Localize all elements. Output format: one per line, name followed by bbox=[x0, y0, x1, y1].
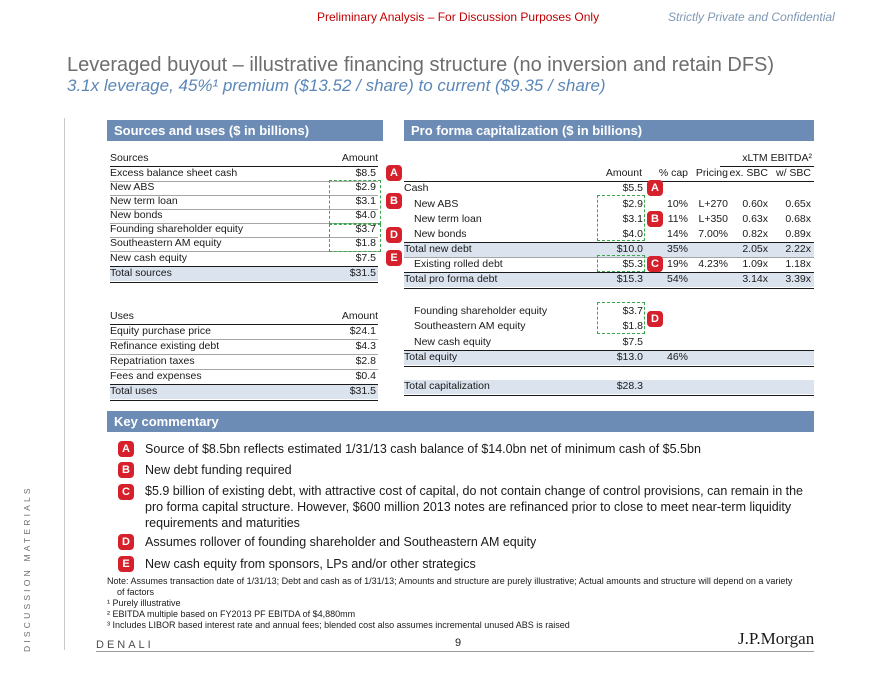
commentary-item-b: New debt funding required bbox=[145, 463, 292, 477]
proforma-column-header-row bbox=[404, 167, 814, 181]
table-row: New cash equity $7.5 bbox=[110, 252, 376, 264]
footnote-2: ² EBITDA multiple based on FY2013 PF EBITDA of $4,880mm bbox=[107, 609, 356, 619]
proforma-heading: Pro forma capitalization ($ in billions) bbox=[404, 120, 814, 141]
commentary-badge-c: C bbox=[118, 484, 134, 500]
confidentiality-banner-left: Preliminary Analysis – For Discussion Purposes Only bbox=[317, 10, 600, 24]
footnote-3: ³ Includes LIBOR based interest rate and annual fees; blended cost also assumes incremental unused ABS is raised bbox=[107, 620, 570, 630]
total-sources-row: Total sources $31.5 bbox=[110, 267, 376, 279]
badge-b-sources: B bbox=[386, 193, 402, 209]
page-subtitle: 3.1x leverage, 45%¹ premium ($13.52 / share) to current ($9.35 / share) bbox=[67, 76, 606, 95]
table-row: New term loan $3.1 bbox=[110, 195, 376, 207]
table-row: Southeastern AM equity $1.8 bbox=[110, 237, 376, 249]
commentary-badge-a: A bbox=[118, 441, 134, 457]
total-bottom-rule bbox=[110, 282, 378, 283]
total-new-debt-row: Total new debt $10.0 35% 2.05x 2.22x bbox=[404, 243, 811, 255]
ebitda-group-header: xLTM EBITDA² bbox=[742, 152, 812, 164]
badge-d-sources: D bbox=[386, 227, 402, 243]
badge-a-proforma: A bbox=[647, 180, 663, 196]
total-capitalization-row: Total capitalization $28.3 bbox=[404, 380, 643, 392]
note-assumptions: Note: Assumes transaction date of 1/31/13; Debt and cash as of 1/31/13; Amounts and structure are purely illustrative; Actual amounts and structure will depend on a variety of factors bbox=[107, 576, 793, 597]
sources-amount-header: Amount bbox=[341, 152, 378, 164]
total-bottom-rule bbox=[404, 395, 814, 396]
new-debt-dashed-box bbox=[597, 195, 645, 241]
badge-d-proforma: D bbox=[647, 311, 663, 327]
sources-uses-heading: Sources and uses ($ in billions) bbox=[107, 120, 383, 141]
commentary-badge-e: E bbox=[118, 556, 134, 572]
table-row: Southeastern AM equity $1.8 bbox=[414, 320, 643, 332]
table-row: Excess balance sheet cash $8.5 bbox=[110, 167, 376, 179]
commentary-item-a: Source of $8.5bn reflects estimated 1/31/13 cash balance of $14.0bn net of minimum cash of $5.5bn bbox=[145, 442, 701, 456]
uses-amount-header: Amount bbox=[341, 310, 378, 322]
table-row: Fees and expenses $0.4 bbox=[110, 370, 376, 382]
table-row: Founding shareholder equity $3.7 bbox=[110, 223, 376, 235]
total-proforma-debt-row: Total pro forma debt $15.3 54% 3.14x 3.39x bbox=[404, 273, 811, 285]
uses-header: Uses bbox=[110, 310, 134, 322]
commentary-badge-b: B bbox=[118, 462, 134, 478]
side-label: DISCUSSION MATERIALS bbox=[22, 485, 32, 652]
table-row: New term loan $3.1 11% L+350 0.63x 0.68x bbox=[414, 213, 811, 225]
side-divider bbox=[64, 118, 65, 650]
table-row: Equity purchase price $24.1 bbox=[110, 325, 376, 337]
total-bottom-rule bbox=[110, 400, 378, 401]
new-debt-dashed-box bbox=[329, 180, 381, 224]
confidentiality-banner-right: Strictly Private and Confidential bbox=[668, 10, 835, 24]
rollover-equity-dashed-box bbox=[597, 302, 645, 334]
commentary-item-d: Assumes rollover of founding shareholder and Southeastern AM equity bbox=[145, 535, 537, 549]
table-row: New ABS $2.9 bbox=[110, 181, 376, 193]
page-number: 9 bbox=[455, 637, 462, 649]
jpmorgan-logo: J.P.Morgan bbox=[738, 629, 815, 648]
total-bottom-rule bbox=[404, 288, 814, 289]
commentary-badge-d: D bbox=[118, 534, 134, 550]
total-uses-row: Total uses $31.5 bbox=[110, 385, 376, 397]
badge-e-sources: E bbox=[386, 250, 402, 266]
uses-header-row bbox=[110, 310, 378, 324]
page-title: Leveraged buyout – illustrative financing structure (no inversion and retain DFS) bbox=[67, 54, 775, 76]
table-row: New bonds $4.0 14% 7.00% 0.82x 0.89x bbox=[414, 228, 811, 240]
footnote-1: ¹ Purely illustrative bbox=[107, 598, 181, 608]
table-row: Existing rolled debt $5.3 19% 4.23% 1.09x 1.18x bbox=[414, 258, 811, 270]
commentary-item-c: $5.9 billion of existing debt, with attractive cost of capital, do not contain change of control provisions, can remain in the pro forma capital structure. However, $600 million 2013 notes are refinanced prior to close to meet near-term liquidity requirements and maturities bbox=[145, 484, 804, 530]
col-w-sbc: w/ SBC bbox=[775, 167, 811, 179]
table-row: Repatriation taxes $2.8 bbox=[110, 355, 376, 367]
total-bottom-rule bbox=[404, 366, 814, 367]
col-pricing: Pricing bbox=[695, 167, 728, 179]
table-row: New cash equity $7.5 bbox=[414, 336, 643, 348]
table-row: New ABS $2.9 10% L+270 0.60x 0.65x bbox=[414, 198, 811, 210]
badge-b-proforma: B bbox=[647, 211, 663, 227]
col-cap: % cap bbox=[658, 167, 688, 179]
badge-c-proforma: C bbox=[647, 256, 663, 272]
table-row: Cash $5.5 bbox=[404, 182, 643, 194]
sources-header-row bbox=[110, 152, 378, 166]
sources-header: Sources bbox=[110, 152, 149, 164]
table-row: Refinance existing debt $4.3 bbox=[110, 340, 376, 352]
commentary-item-e: New cash equity from sponsors, LPs and/or other strategics bbox=[145, 557, 476, 571]
badge-a-sources: A bbox=[386, 165, 402, 181]
footer-divider bbox=[96, 651, 814, 652]
commentary-heading: Key commentary bbox=[107, 411, 814, 432]
col-amount: Amount bbox=[605, 167, 642, 179]
table-row: Founding shareholder equity $3.7 bbox=[414, 305, 643, 317]
rollover-equity-dashed-box bbox=[329, 224, 381, 252]
footer-project-name: DENALI bbox=[96, 639, 154, 651]
col-ex-sbc: ex. SBC bbox=[729, 167, 768, 179]
rolled-debt-dashed-box bbox=[597, 255, 645, 272]
total-equity-row: Total equity $13.0 46% bbox=[404, 351, 688, 363]
table-row: New bonds $4.0 bbox=[110, 209, 376, 221]
